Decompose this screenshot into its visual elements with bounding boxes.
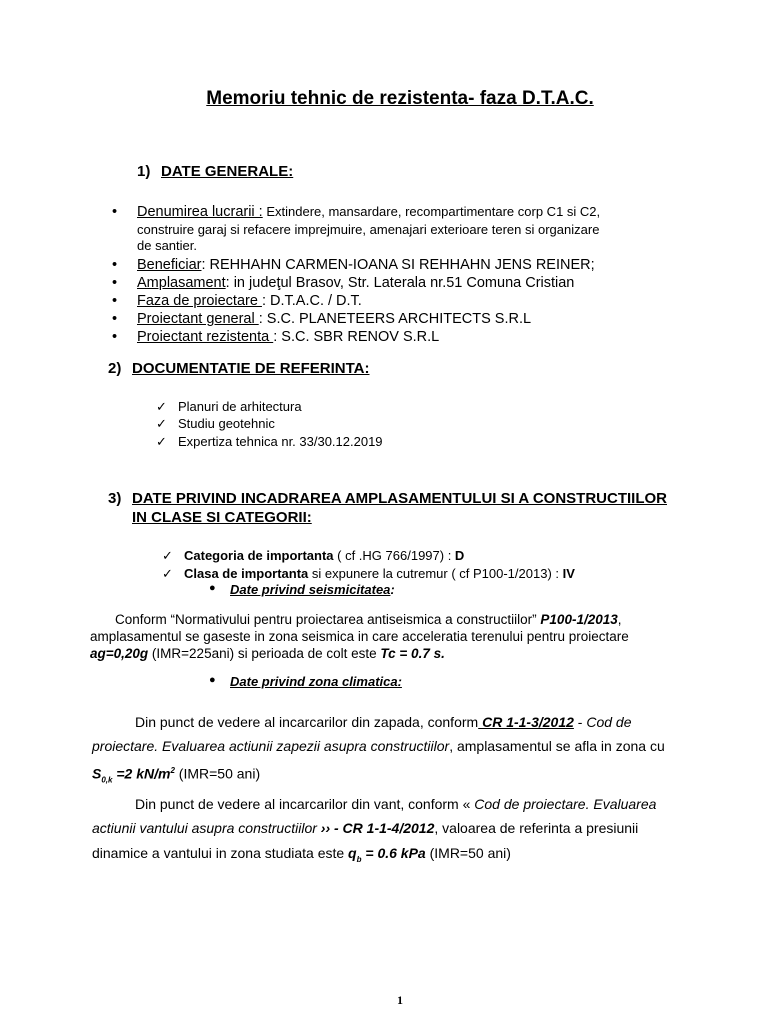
list-item-denumire-cont-1: construire garaj si refacere imprejmuire, amenajari exterioare teren si organizare [137, 222, 600, 237]
bullet-icon: • [112, 204, 118, 220]
section-1-number: 1) [137, 163, 151, 180]
bullet-icon: ● [209, 674, 216, 686]
seismic-paragraph-line3: ag=0,20g (IMR=225ani) si perioada de colt este Tc = 0.7 s. [90, 646, 445, 661]
seismic-heading: ● Date privind seismicitatea: [209, 582, 395, 597]
section-2-number: 2) [108, 360, 122, 377]
checkmark-icon: ✓ [162, 548, 173, 563]
list-item-proiectant-general: • Proiectant general : S.C. PLANETEERS ARCHITECTS S.R.L [112, 311, 532, 327]
wind-paragraph-line2: actiunii vantului asupra constructiilor ›› - CR 1-1-4/2012, valoarea de referinta a presiunii [92, 820, 639, 836]
bullet-icon: • [112, 257, 118, 273]
section-1-heading [137, 163, 293, 180]
list-item-clasa: ✓ Clasa de importanta si expunere la cutremur ( cf P100-1/2013) : IV [162, 566, 575, 581]
bullet-icon: ● [209, 582, 216, 594]
list-item-faza: • Faza de proiectare : D.T.A.C. / D.T. [112, 293, 362, 309]
wind-paragraph-line3: dinamice a vantului in zona studiata este $q_b = 0.6$ kPa (IMR=50 ani) [92, 845, 511, 864]
checkmark-icon: ✓ [156, 416, 167, 431]
section-2-heading [108, 360, 370, 377]
section-3-heading [108, 490, 667, 507]
list-item-beneficiar: • Beneficiar: REHHAHN CARMEN-IOANA SI REHHAHN JENS REINER; [112, 257, 595, 273]
bullet-icon: • [112, 329, 118, 345]
snow-paragraph-line2: proiectare. Evaluarea actiunii zapezii asupra constructiilor, amplasamentul se afla in zona cu [92, 738, 665, 754]
section-3-heading-line2: IN CLASE SI CATEGORII: [132, 509, 312, 526]
seismic-paragraph-line2: amplasamentul se gaseste in zona seismica in care acceleratia terenului pentru proiectare [90, 629, 629, 644]
list-item-studiu: ✓ Studiu geotehnic [156, 416, 275, 431]
bullet-icon: • [112, 275, 118, 291]
list-item-categoria: ✓ Categoria de importanta ( cf .HG 766/1997) : D [162, 548, 465, 563]
snow-paragraph-line3: $S_{0,k} =2$ $kN/m^2$ (IMR=50 ani) [92, 765, 261, 785]
list-item-denumire: • Denumirea lucrarii : Extindere, mansardare, recompartimentare corp C1 si C2, [112, 204, 601, 220]
climatic-heading: ● Date privind zona climatica: [209, 674, 402, 689]
seismic-paragraph-line1: Conform “Normativului pentru proiectarea antiseismica a constructiilor” P100-1/2013, [115, 612, 622, 627]
checkmark-icon: ✓ [156, 399, 167, 414]
bullet-icon: • [112, 311, 118, 327]
checkmark-icon: ✓ [162, 566, 173, 581]
section-3-number: 3) [108, 490, 122, 507]
bullet-icon: • [112, 293, 118, 309]
section-2-title: DOCUMENTATIE DE REFERINTA: [132, 360, 370, 377]
section-3-title-line1: DATE PRIVIND INCADRAREA AMPLASAMENTULUI SI A CONSTRUCTIILOR [132, 490, 667, 507]
list-item-planuri: ✓ Planuri de arhitectura [156, 399, 302, 414]
page-number: 1 [397, 993, 403, 1007]
list-item-denumire-cont-2: de santier. [137, 238, 197, 253]
wind-paragraph-line1: Din punct de vedere al incarcarilor din vant, conform « Cod de proiectare. Evaluarea [135, 796, 657, 812]
list-item-expertiza: ✓ Expertiza tehnica nr. 33/30.12.2019 [156, 434, 383, 449]
section-1-title: DATE GENERALE: [161, 163, 294, 180]
checkmark-icon: ✓ [156, 434, 167, 449]
list-item-amplasament: • Amplasament: in judeţul Brasov, Str. Laterala nr.51 Comuna Cristian [112, 275, 575, 291]
list-item-proiectant-rezistenta: • Proiectant rezistenta : S.C. SBR RENOV S.R.L [112, 329, 440, 345]
document-title: Memoriu tehnic de rezistenta- faza D.T.A.C. [206, 88, 594, 109]
snow-paragraph-line1: Din punct de vedere al incarcarilor din zapada, conform CR 1-1-3/2012 - Cod de [135, 714, 632, 730]
